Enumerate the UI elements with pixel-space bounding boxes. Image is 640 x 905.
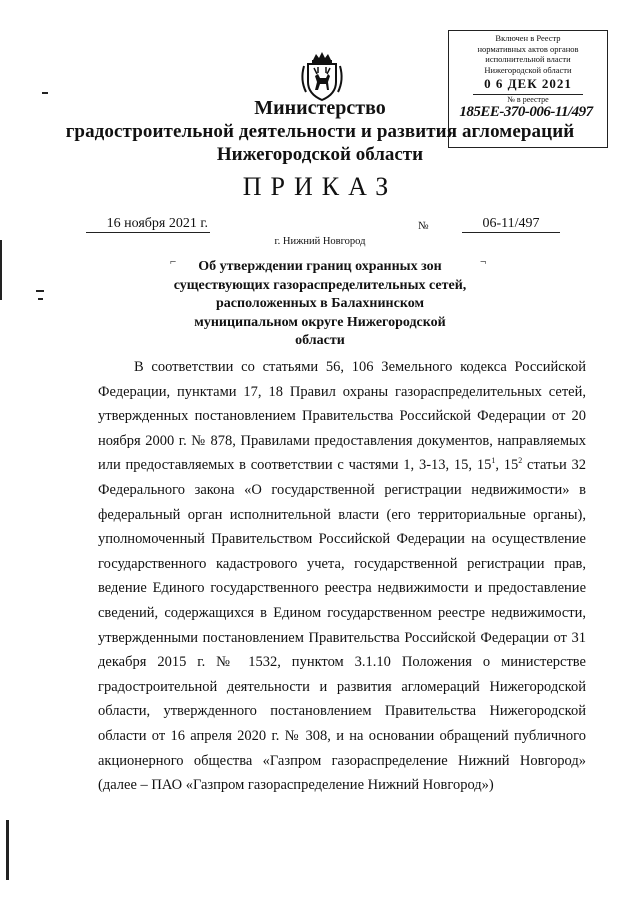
body-text-part-3: статьи 32 Федерального закона «О государственной регистрации недвижимости» в федеральный орган исполнительной власти (его территориальные органы), уполномоченный Правительством Российской Федерации на осуществление государственного кадастрового учета, государственной регистрации прав, ведение Единого государственного реестра недвижимости и предоставление сведений, содержащихся в Едином государственном реестре недвижимости, утвержденными постановлением Правительства Российской Федерации от 31 декабря 2015 г. № 1532, пунктом 3.1.10 Положения о министерстве градостроительной деятельности и развития агломераций Нижегородской области, утвержденного постановлением Правительства Нижегородской области от 16 апреля 2020 г. № 308, и на основании обращений публичного акционерного общества «Газпром газораспределение Нижний Новгород» (далее – ПАО «Газпром газораспределение Нижний Новгород») [98,457,586,794]
superscript-1: 1 [491,456,496,466]
document-type: ПРИКАЗ [242,172,398,201]
stamp-date: 0 6 ДЕК 2021 [484,76,572,91]
stamp-line-3: исполнительной власти [485,54,571,64]
order-body [98,355,586,798]
stamp-reg-number: 185ЕЕ-370-006-11/497 [459,104,593,120]
order-number-label: № [418,220,429,232]
superscript-2: 2 [518,456,523,466]
scan-edge-mark [0,240,2,300]
body-paragraph [98,355,586,798]
coat-of-arms-icon [298,52,346,102]
order-number: 06-11/497 [462,216,560,233]
order-subject [150,258,490,351]
ministry-title-line-3: Нижегородской области [216,144,424,165]
stamp-line-4: Нижегородской области [484,64,572,75]
scan-mark [42,92,48,94]
body-text-part-2: , 15 [495,457,519,474]
scan-mark [36,290,44,292]
subject-corner-right: ¬ [480,256,487,268]
body-text-part-1: В соответствии со статьями 56, 106 Земельного кодекса Российской Федерации, пунктами 17, 18 Правил охраны газораспределительных сетей, утвержденных постановлением Правительства Российской Федерации от 20 ноября 2000 г. № 878, Правилами предоставления документов, направляемых или предоставляемых в соответствии с частями 1, 3-13, 15, 15 [98,359,586,474]
subject-line-3: расположенных в Балахнинском [216,296,424,311]
ministry-title-line-1: Министерство [254,97,386,119]
scan-edge-mark [6,820,9,880]
subject-line-1: Об утверждении границ охранных зон [198,259,442,274]
order-city: г. Нижний Новгород [274,236,366,247]
order-date: 16 ноября 2021 г. [86,216,210,233]
subject-line-5: области [295,333,345,348]
scan-mark [38,298,43,300]
ministry-title-line-2: градостроительной деятельности и развития агломераций [65,121,575,142]
stamp-line-2: нормативных актов органов [477,43,579,54]
stamp-line-1: Включен в Реестр [495,33,561,43]
subject-corner-left: ⌐ [170,256,177,268]
stamp-reg-label: № в реестре [507,95,549,104]
subject-line-4: муниципальном округе Нижегородской [194,314,446,330]
subject-line-2: существующих газораспределительных сетей, [173,277,467,293]
